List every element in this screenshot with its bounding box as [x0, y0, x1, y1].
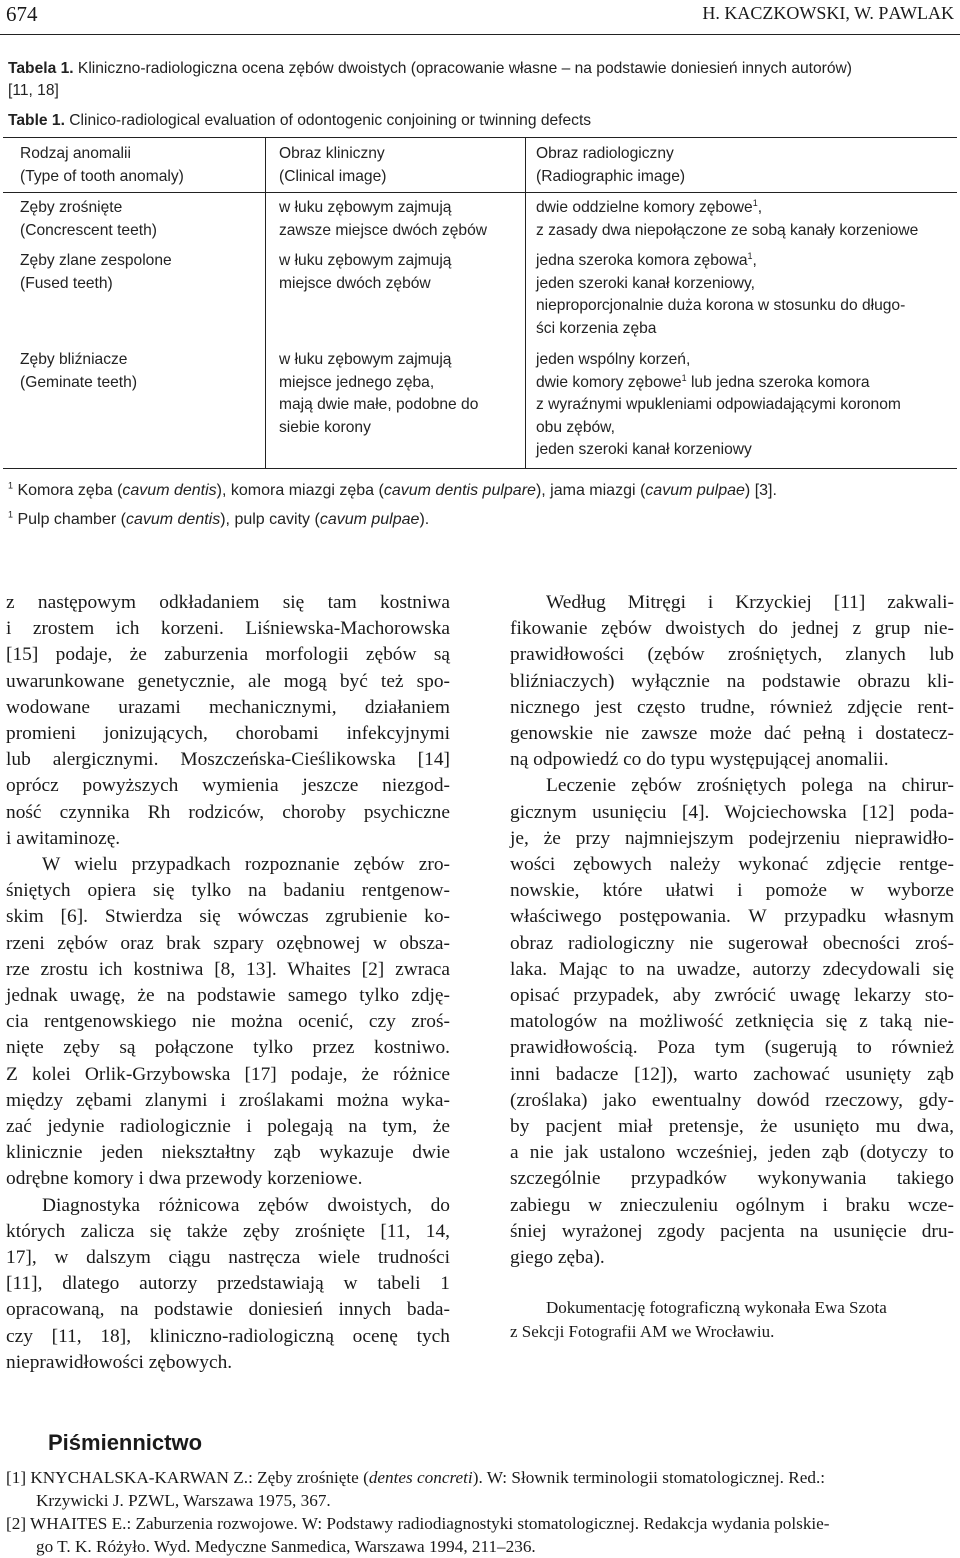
- text-line: śniej wyrażonej zgody pacjenta na usunięcie dru-: [510, 1220, 954, 1242]
- text-line: [11], dlatego autorzy przedstawiają w tabeli 1: [6, 1273, 450, 1295]
- text-line: uwarunkowane genetycznie, ale mogą być też spo-: [6, 670, 450, 692]
- table-cell-type: Zęby zlane zespolone (Fused teeth): [20, 252, 172, 292]
- text-line: Diagnostyka różnicowa zębów dwoistych, do: [42, 1194, 450, 1216]
- text-line: prawidłowości (zębów zrośniętych, zlanych lub: [510, 644, 954, 666]
- text-line: genowskie nie zawsze może dać pełną i dostatecz-: [510, 723, 954, 745]
- bibliography-item: [2] WHAITES E.: Zaburzenia rozwojowe. W: Podstawy radiodiagnostyki stomatologicznej. Redakcja wydania polskie- go T. K. Różyło. Wyd. Medyczne Sanmedica, Warszawa 1994, 211–236.: [6, 1514, 830, 1556]
- text-line: obraz radiologiczny nie sugerował obecności zroś-: [510, 932, 954, 954]
- text-line: nowskie, które ułatwi i pomoże w wyborze: [510, 880, 954, 902]
- text-line: W wielu przypadkach rozpoznanie zębów zro-: [42, 854, 450, 876]
- text-line: nięte zęby są połączone tylko przez kostniwo.: [6, 1037, 450, 1059]
- text-line: czy [11, 18], kliniczno-radiologiczną ocenę tych: [6, 1325, 450, 1347]
- text-line: nieprawidłowości zębowych.: [6, 1351, 233, 1373]
- text-line: matologów na możliwość zetknięcia się z taką nie-: [510, 1011, 954, 1033]
- photo-acknowledgement: Dokumentację fotograficzną wykonała Ewa Szota z Sekcji Fotografii AM we Wrocławiu.: [510, 1298, 887, 1341]
- text-line: i awitaminozę.: [6, 827, 121, 849]
- page-number: 674: [6, 2, 38, 26]
- table-header-type: Rodzaj anomalii (Type of tooth anomaly): [20, 145, 184, 185]
- text-line: klinicznie jeden niekształtny ząb wykazuje dwie: [6, 1142, 450, 1164]
- table-cell-type: Zęby zrośnięte (Concrescent teeth): [20, 199, 157, 239]
- text-line: promieni jonizujących, chorobami infekcyjnymi: [6, 723, 450, 745]
- header-rule: [0, 34, 960, 35]
- table-header-radiographic: Obraz radiologiczny (Radiographic image): [536, 145, 686, 185]
- text-line: je, że przy najmniejszym podejrzeniu nieprawidło-: [510, 827, 954, 849]
- text-line: jednak uwagę, że na podstawie samego tylko zdję-: [6, 985, 450, 1007]
- text-line: oprócz powyższych wymienia jeszcze niezgod-: [6, 775, 450, 797]
- table-caption-pl: Tabela 1. Kliniczno-radiologiczna ocena zębów dwoistych (opracowanie własne – na podstawie doniesień innych autorów) [11, 18]: [8, 60, 852, 99]
- table-header-clinical: Obraz kliniczny (Clinical image): [279, 145, 387, 185]
- text-line: rzeni zębów oraz brak szpary ozębnowej w obsza-: [6, 932, 450, 954]
- text-line: prawidłowością. Poza tym (sugerują to również: [510, 1037, 954, 1059]
- table-column-divider: [525, 137, 526, 468]
- table-cell-clinical: w łuku zębowym zajmują miejsce dwóch zębów: [279, 252, 452, 292]
- text-line: 17], w dalszym ciągu nastręcza wiele trudności: [6, 1247, 450, 1269]
- table-cell-clinical: w łuku zębowym zajmują zawsze miejsce dwóch zębów: [279, 199, 488, 239]
- table-caption-en: Table 1. Clinico-radiological evaluation of odontogenic conjoining or twinning defects: [8, 112, 592, 129]
- text-line: ną odpowiedź co do typu występującej anomalii.: [510, 749, 889, 771]
- text-line: szczególnie przypadków wykonywania takiego: [510, 1168, 954, 1190]
- text-line: ność czynnika Rh rodziców, choroby psychiczne: [6, 801, 450, 823]
- text-line: fikowanie zębów dwoistych do jednej z grup nie-: [510, 618, 954, 640]
- table-cell-type: Zęby bliźniacze (Geminate teeth): [20, 351, 138, 391]
- text-line: lub alergicznymi. Moszczeńska-Cieślikowska [14]: [6, 749, 450, 771]
- text-line: i zrostem ich korzeni. Liśniewska-Machorowska: [6, 618, 450, 640]
- text-line: rze zrostu ich kostniwa [8, 13]. Whaites [2] zwraca: [6, 958, 450, 980]
- running-header-authors: H. KACZKOWSKI, W. PAWLAK: [702, 3, 954, 23]
- table-column-divider: [265, 137, 266, 468]
- text-line: opisać przypadek, aby zwrócić uwagę lekarzy sto-: [510, 985, 954, 1007]
- text-line: których zalicza się także zęby zrośnięte [11, 14,: [6, 1220, 450, 1242]
- table-cell-radiographic: jedna szeroka komora zębowa$^1$, jeden szeroki kanał korzeniowy, nieproporcjonalnie duża korona w stosunku do długo- ści korzenia zęba: [536, 250, 906, 337]
- table-cell-clinical: w łuku zębowym zajmują miejsce jednego zęba, mają dwie małe, podobne do siebie korony: [279, 351, 479, 436]
- table-header-rule: [3, 192, 957, 193]
- text-line: zabiegu w znieczuleniu ogólnym i braku wcze-: [510, 1194, 954, 1216]
- table-cell-radiographic: dwie oddzielne komory zębowe$^1$, z zasady dwa niepołączone ze sobą kanały korzeniowe: [536, 197, 919, 239]
- text-line: giego zęba).: [510, 1247, 605, 1269]
- text-line: między zębami zlanymi i zroślakami można wyka-: [6, 1089, 450, 1111]
- text-line: zać jedynie radiologicznie i polegają na tym, że: [6, 1116, 450, 1138]
- text-line: (zroślaka) jako ewentualny dowód rzeczowy, gdy-: [510, 1089, 954, 1111]
- text-line: cia rentgenowskiego nie można ocenić, czy zroś-: [6, 1011, 450, 1033]
- bibliography-item: [1] KNYCHALSKA-KARWAN Z.: Zęby zrośnięte (dentes concreti). W: Słownik terminologii stomatologicznej. Red.: Krzywicki J. PZWL, Warszawa 1975, 367.: [6, 1468, 826, 1510]
- table-cell-radiographic: jeden wspólny korzeń, dwie komory zębowe$^1$ lub jedna szeroka komora z wyraźnymi wpukleniami odpowiadającymi koronom obu zębów, jeden szeroki kanał korzeniowy: [536, 351, 901, 458]
- text-line: skim [6]. Stwierdza się wówczas zgrubienie ko-: [6, 906, 450, 928]
- text-line: śniętych opiera się tylko na badaniu rentgenow-: [6, 880, 450, 902]
- text-line: by pacjent miał pretensje, że usunięto mu dwa,: [510, 1116, 954, 1138]
- table-footnote-pl: $^1$ Komora zęba (cavum dentis), komora miazgi zęba (cavum dentis pulpare), jama miazgi (cavum pulpae) [3].: [8, 480, 777, 499]
- text-line: Z kolei Orlik-Grzybowska [17] podaje, że różnice: [6, 1063, 450, 1085]
- text-line: laka. Mając to na uwadze, autorzy zdecydowali się: [510, 958, 954, 980]
- text-line: bliźniaczych) wyłącznie na podstawie obrazu kli-: [510, 670, 954, 692]
- body-text-right-column: [510, 590, 954, 1271]
- text-line: Leczenie zębów zrośniętych polega na chirur-: [546, 775, 954, 797]
- table-footnote-en: $^1$ Pulp chamber (cavum dentis), pulp cavity (cavum pulpae).: [8, 509, 430, 528]
- text-line: nicznego jest często trudne, również zdjęcie rent-: [510, 696, 954, 718]
- text-line: a nie jak ustalono wcześniej, jeden ząb (dotyczy to: [510, 1142, 954, 1164]
- text-line: Według Mitręgi i Krzyckiej [11] zakwali-: [546, 592, 954, 613]
- body-text-left-column: [6, 590, 450, 1376]
- text-line: opracowaną, na podstawie doniesień innych bada-: [6, 1299, 450, 1321]
- text-line: z następowym odkładaniem się tam kostniwa: [6, 592, 450, 613]
- text-line: właściwego postępowania. W przypadku własnym: [510, 906, 954, 928]
- text-line: inni badacze [12]), warto zachować usunięty ząb: [510, 1063, 954, 1085]
- text-line: gicznym usunięciu [4]. Wojciechowska [12] poda-: [510, 801, 954, 823]
- text-line: wodowane urazami mechanicznymi, działaniem: [6, 696, 450, 718]
- text-line: wości zębowych należy wykonać zdjęcie rentge-: [510, 854, 954, 876]
- text-line: [15] podaje, że zaburzenia morfologii zębów są: [6, 644, 450, 666]
- text-line: odrębne komory i dwa przewody korzeniowe.: [6, 1168, 363, 1190]
- bibliography-heading: Piśmiennictwo: [48, 1430, 203, 1455]
